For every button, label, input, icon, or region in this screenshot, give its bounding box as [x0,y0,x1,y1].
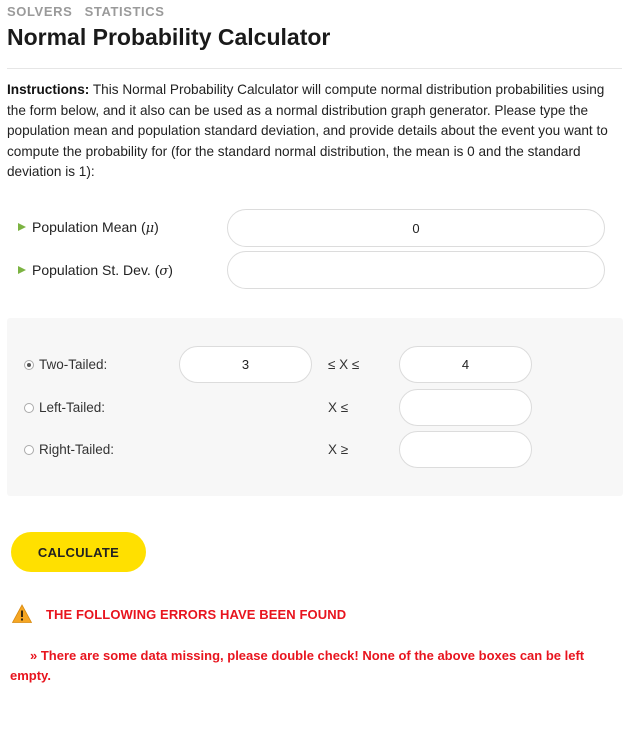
instructions-text: This Normal Probability Calculator will compute normal distribution probabilities using the form below, and it also can be used as a normal distribution graph generator. Please type the population mean and population standard deviation, and provide details about the event you want to compute the probability for (for the standard normal distribution, the mean is 0 and the standard deviation is 1): [7,82,608,179]
page-title: Normal Probability Calculator [7,24,331,50]
instructions [7,80,619,183]
error-header [12,604,346,624]
two-tailed-operator: ≤ X ≤ [328,357,360,372]
left-tailed-operator: X ≤ [328,400,349,415]
arrow-bullet-icon [18,266,26,274]
left-tailed-label: Left-Tailed: [39,400,106,415]
mu-symbol: μ [145,221,155,236]
right-tailed-option[interactable] [24,442,114,457]
left-tailed-option[interactable] [24,400,105,415]
right-tailed-label: Right-Tailed: [39,442,115,457]
breadcrumb-solvers[interactable]: SOLVERS [7,4,73,19]
left-tailed-input[interactable] [399,389,532,426]
calculate-button[interactable]: CALCULATE [11,532,146,572]
error-title: THE FOLLOWING ERRORS HAVE BEEN FOUND [46,606,347,622]
right-tailed-input[interactable] [399,431,532,468]
warning-icon [12,604,32,624]
two-tailed-radio[interactable] [24,360,34,370]
breadcrumb-statistics[interactable]: STATISTICS [84,4,165,19]
two-tailed-upper-input[interactable] [399,346,532,383]
two-tailed-label: Two-Tailed: [39,357,108,372]
title-divider [7,68,622,69]
mean-input[interactable] [227,209,605,247]
arrow-bullet-icon [18,223,26,231]
right-tailed-operator: X ≥ [328,442,349,457]
mean-label: Population Mean (μ) [18,219,159,236]
sigma-symbol: σ [159,264,169,279]
breadcrumb [7,4,173,19]
stdev-input[interactable] [227,251,605,289]
two-tailed-option[interactable] [24,357,107,372]
instructions-lead: Instructions: [7,82,90,97]
two-tailed-lower-input[interactable] [179,346,312,383]
right-tailed-radio[interactable] [24,445,34,455]
left-tailed-radio[interactable] [24,403,34,413]
error-message: » There are some data missing, please double check! None of the above boxes can be left empty. [10,648,585,683]
stdev-label: Population St. Dev. (σ) [18,262,173,279]
